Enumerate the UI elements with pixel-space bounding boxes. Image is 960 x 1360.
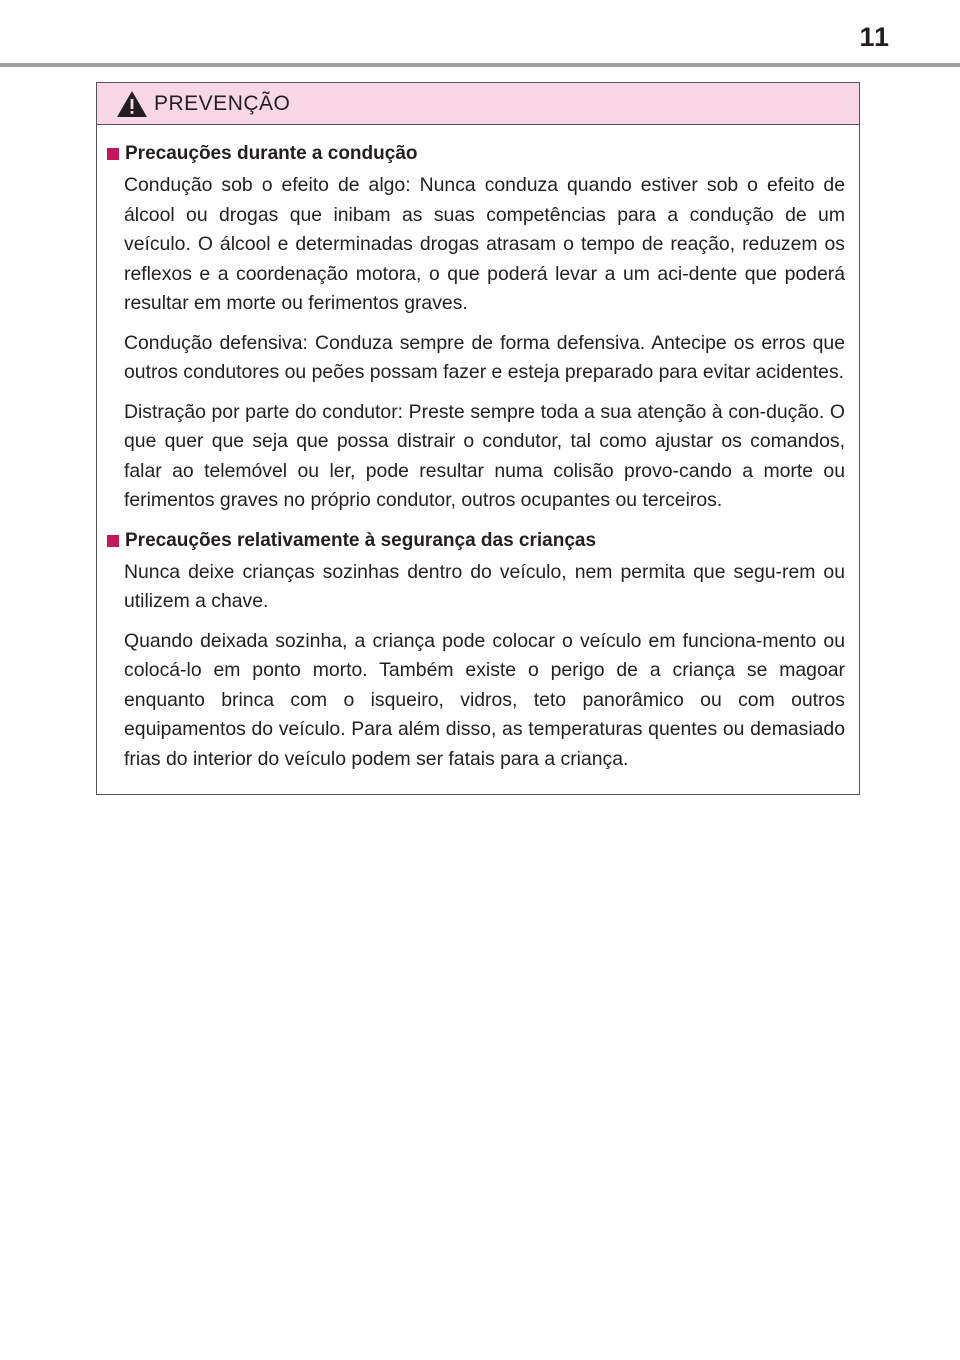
top-rule	[0, 63, 960, 67]
square-bullet-icon	[107, 535, 119, 547]
section-heading	[107, 528, 845, 554]
section-heading	[107, 141, 845, 167]
warning-box	[96, 82, 860, 795]
warning-header	[97, 83, 859, 125]
warning-body	[97, 125, 859, 794]
page-number: 11	[859, 22, 890, 52]
warning-triangle-icon	[116, 90, 148, 118]
square-bullet-icon	[107, 148, 119, 160]
warning-title: PREVENÇÃO	[154, 91, 291, 115]
paragraph: Condução sob o efeito de algo: Nunca conduza quando estiver sob o efeito de álcool ou drogas que inibam as suas competências para a condução de um veículo. O álcool e determinadas drogas atrasam o tempo de reação, reduzem os reflexos e a coordenação motora, o que poderá levar a um aci-dente que poderá resultar em morte ou ferimentos graves.	[124, 174, 845, 314]
section-driving-precautions	[107, 141, 845, 516]
paragraph: Distração por parte do condutor: Preste sempre toda a sua atenção à con-dução. O que quer que seja que possa distrair o condutor, tal como ajustar os comandos, falar ao telemóvel ou ler, pode resultar numa colisão provo-cando a morte ou ferimentos graves no próprio condutor, outros ocupantes ou terceiros.	[124, 400, 845, 511]
paragraph: Quando deixada sozinha, a criança pode colocar o veículo em funciona-mento ou colocá-lo em ponto morto. Também existe o perigo de a criança se magoar enquanto brinca com o isqueiro, vidros, teto panorâmico ou com outros equipamentos do veículo. Para além disso, as temperaturas quentes ou demasiado frias do interior do veículo podem ser fatais para a criança.	[124, 629, 845, 770]
section-heading-text: Precauções relativamente à segurança das crianças	[125, 529, 597, 551]
paragraph: Nunca deixe crianças sozinhas dentro do veículo, nem permita que segu-rem ou utilizem a chave.	[124, 560, 845, 612]
section-child-safety	[107, 528, 845, 775]
section-heading-text: Precauções durante a condução	[125, 143, 418, 164]
paragraph: Condução defensiva: Conduza sempre de forma defensiva. Antecipe os erros que outros condutores ou peões possam fazer e esteja preparado para evitar acidentes.	[124, 331, 845, 383]
